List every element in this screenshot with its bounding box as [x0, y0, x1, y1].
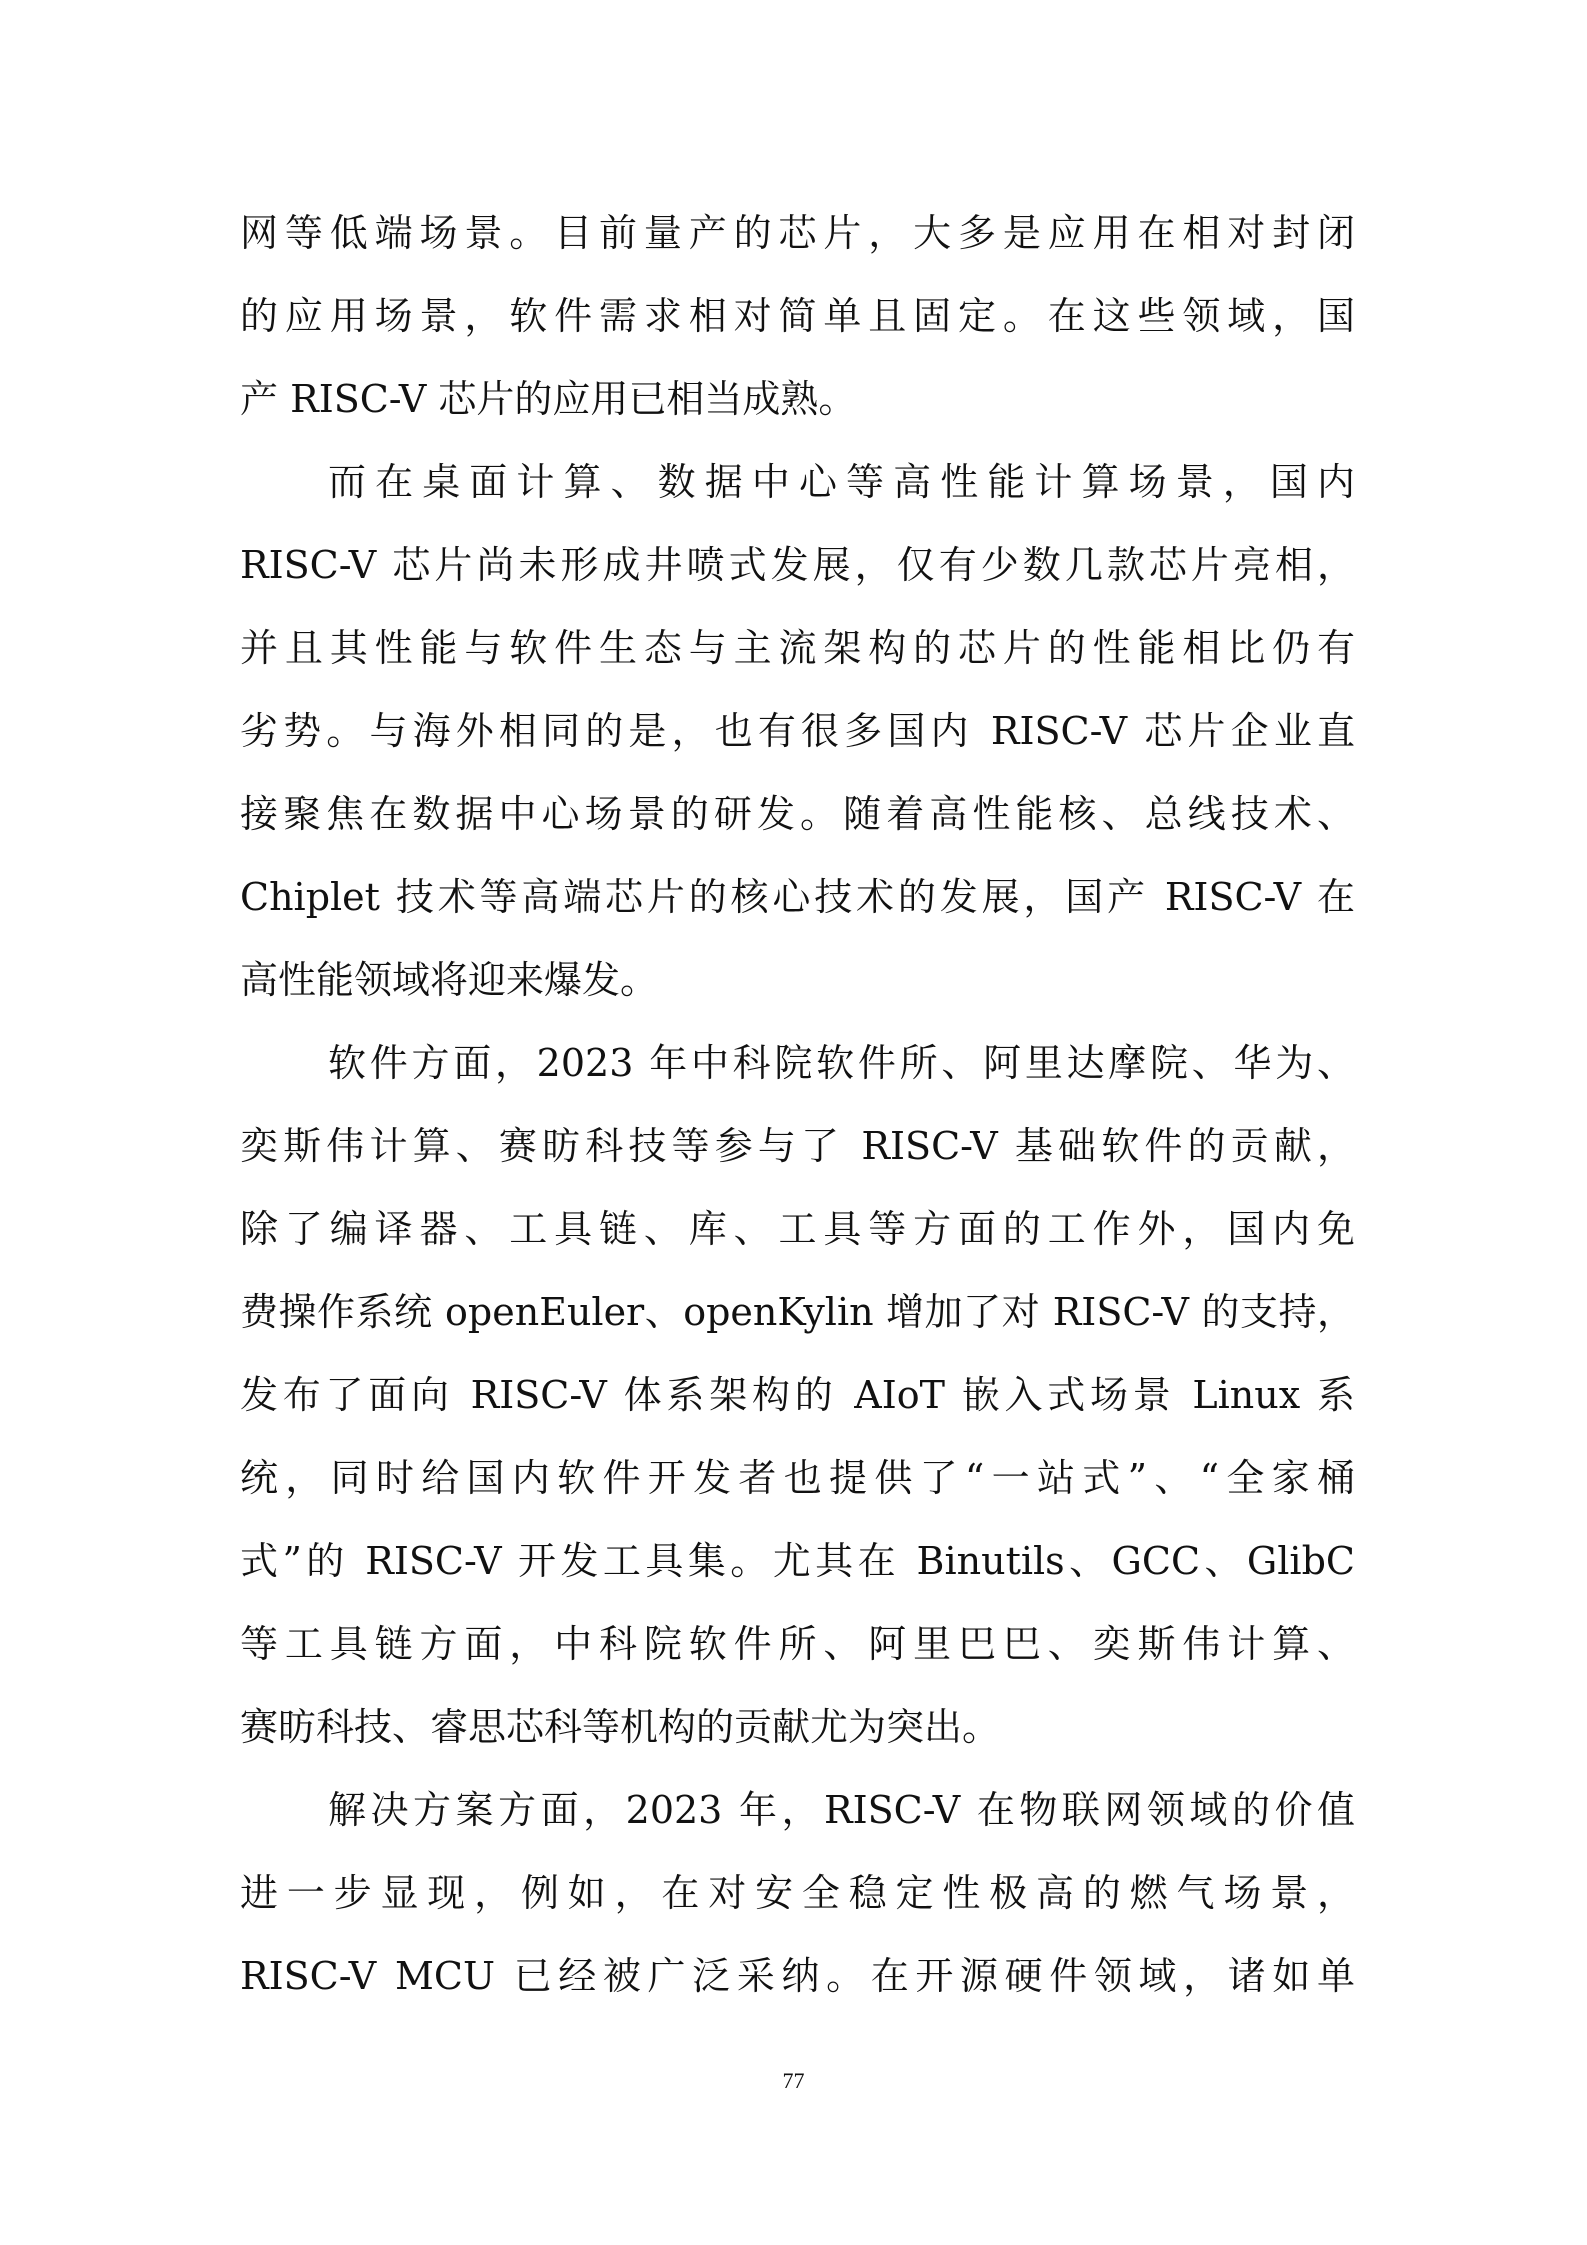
text-line: 式”的 RISC-V 开发工具集。尤其在 Binutils、GCC、GlibC	[240, 1539, 1355, 1583]
text-line: 网等低端场景。目前量产的芯片，大多是应用在相对封闭	[240, 211, 1355, 255]
text-line: 的应用场景，软件需求相对简单且固定。在这些领域，国	[240, 294, 1355, 338]
paragraph	[240, 1769, 1355, 2018]
text-line: 高性能领域将迎来爆发。	[240, 958, 659, 1002]
text-line: 解决方案方面，2023 年，RISC-V 在物联网领域的价值	[328, 1788, 1355, 1832]
text-line: 进一步显现，例如，在对安全稳定性极高的燃气场景，	[240, 1871, 1355, 1915]
text-line: 发布了面向 RISC-V 体系架构的 AIoT 嵌入式场景 Linux 系	[240, 1373, 1355, 1417]
text-line: Chiplet 技术等高端芯片的核心技术的发展，国产 RISC-V 在	[240, 875, 1355, 919]
text-line: 而在桌面计算、数据中心等高性能计算场景，国内	[328, 460, 1355, 504]
text-line: 奕斯伟计算、赛昉科技等参与了 RISC-V 基础软件的贡献，	[240, 1124, 1355, 1168]
page-body	[240, 192, 1355, 2018]
text-line: 软件方面，2023 年中科院软件所、阿里达摩院、华为、	[328, 1041, 1355, 1085]
text-line: RISC-V MCU 已经被广泛采纳。在开源硬件领域，诸如单	[240, 1954, 1355, 1998]
text-line: 费操作系统 openEuler、openKylin 增加了对 RISC-V 的支持，	[240, 1290, 1355, 1334]
text-line: 统，同时给国内软件开发者也提供了“一站式”、“全家桶	[240, 1456, 1355, 1500]
text-line: 等工具链方面，中科院软件所、阿里巴巴、奕斯伟计算、	[240, 1622, 1355, 1666]
page-number: 77	[782, 2068, 805, 2093]
paragraph	[240, 192, 1355, 441]
paragraph	[240, 441, 1355, 1022]
text-line: 接聚焦在数据中心场景的研发。随着高性能核、总线技术、	[240, 792, 1355, 836]
text-line: RISC-V 芯片尚未形成井喷式发展，仅有少数几款芯片亮相，	[240, 543, 1355, 587]
text-line: 产 RISC-V 芯片的应用已相当成熟。	[240, 377, 857, 421]
text-line: 赛昉科技、睿思芯科等机构的贡献尤为突出。	[240, 1705, 1001, 1749]
text-line: 劣势。与海外相同的是，也有很多国内 RISC-V 芯片企业直	[240, 709, 1355, 753]
text-line: 除了编译器、工具链、库、工具等方面的工作外，国内免	[240, 1207, 1355, 1251]
text-line: 并且其性能与软件生态与主流架构的芯片的性能相比仍有	[240, 626, 1355, 670]
paragraph	[240, 1022, 1355, 1769]
